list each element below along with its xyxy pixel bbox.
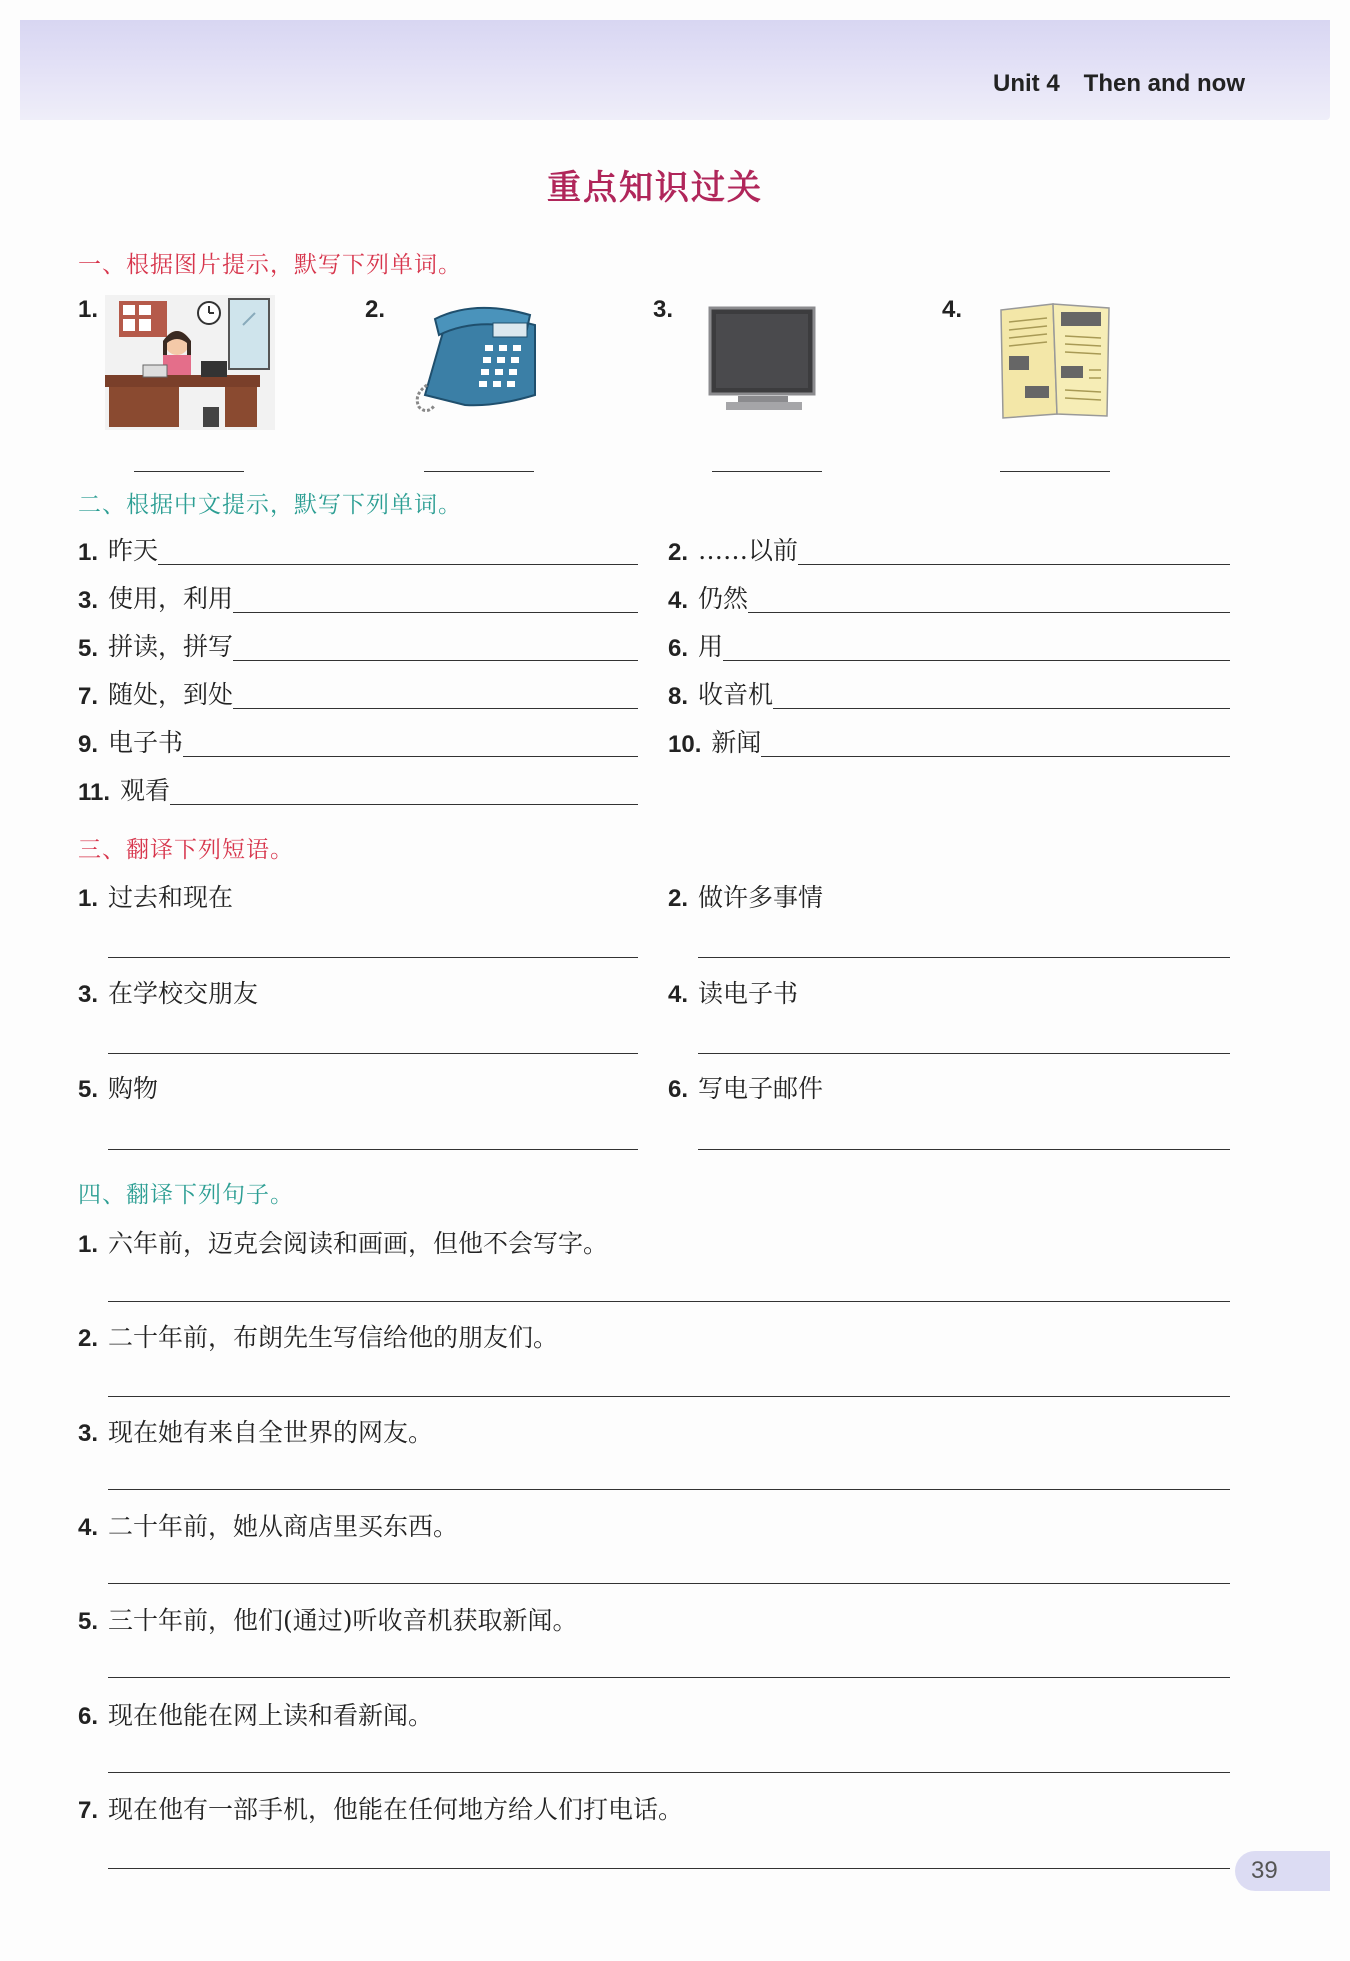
answer-blank[interactable] <box>233 708 638 709</box>
sentence-prompt: 现在她有来自全世界的网友。 <box>108 1418 434 1447</box>
item-number: 7. <box>78 683 99 710</box>
answer-line[interactable] <box>108 1396 1230 1397</box>
answer-line[interactable] <box>108 1149 638 1150</box>
answer-line[interactable] <box>108 957 638 958</box>
sentence-prompt: 二十年前，她从商店里买东西。 <box>108 1512 459 1541</box>
telephone-illustration <box>405 295 550 420</box>
vocab-prompt: 使用，利用 <box>108 584 234 613</box>
vocab-prompt: ……以前 <box>698 536 799 565</box>
unit-header <box>993 70 1245 98</box>
pic-item-number: 4. <box>942 296 963 323</box>
item-number: 4. <box>78 1514 99 1541</box>
answer-line[interactable] <box>108 1489 1230 1490</box>
vocab-row <box>78 725 638 759</box>
item-number: 5. <box>78 1608 99 1635</box>
sentence-item <box>78 1507 458 1543</box>
item-number: 8. <box>668 683 689 710</box>
section3-title: 三、翻译下列短语。 <box>78 837 294 863</box>
answer-line[interactable] <box>108 1583 1230 1584</box>
answer-blank[interactable] <box>798 564 1230 565</box>
vocab-row <box>668 629 1230 663</box>
vocab-row <box>668 677 1230 711</box>
section1-title: 一、根据图片提示，默写下列单词。 <box>78 252 462 278</box>
answer-blank[interactable] <box>233 660 638 661</box>
sentence-prompt: 二十年前，布朗先生写信给他的朋友们。 <box>108 1323 559 1352</box>
sentence-item <box>78 1224 608 1260</box>
sentence-prompt: 三十年前，他们(通过)听收音机获取新闻。 <box>108 1606 578 1635</box>
item-number: 1. <box>78 539 99 566</box>
vocab-row <box>78 677 638 711</box>
sentence-item <box>78 1318 558 1354</box>
phrase-prompt: 写电子邮件 <box>698 1074 824 1103</box>
item-number: 11. <box>78 779 111 806</box>
page-number: 39 <box>1235 1851 1330 1891</box>
item-number: 1. <box>78 885 99 912</box>
item-number: 5. <box>78 1076 99 1103</box>
item-number: 3. <box>78 981 99 1008</box>
vocab-prompt: 拼读，拼写 <box>108 632 234 661</box>
vocab-row <box>78 581 638 615</box>
item-number: 10. <box>668 731 702 758</box>
section2-title: 二、根据中文提示，默写下列单词。 <box>78 492 462 518</box>
item-number: 9. <box>78 731 99 758</box>
newspaper-illustration <box>995 300 1115 422</box>
item-number: 6. <box>668 1076 689 1103</box>
item-number: 6. <box>668 635 689 662</box>
tv-monitor-illustration <box>708 300 818 415</box>
sentence-prompt: 现在他有一部手机，他能在任何地方给人们打电话。 <box>108 1795 684 1824</box>
item-number: 6. <box>78 1703 99 1730</box>
phrase-prompt: 做许多事情 <box>698 883 824 912</box>
answer-blank[interactable] <box>183 756 638 757</box>
item-number: 4. <box>668 981 689 1008</box>
answer-blank[interactable] <box>748 612 1230 613</box>
answer-blank[interactable] <box>170 804 638 805</box>
answer-blank[interactable] <box>134 471 244 472</box>
answer-blank[interactable] <box>712 471 822 472</box>
office-desk-illustration <box>105 295 275 430</box>
answer-line[interactable] <box>108 1301 1230 1302</box>
item-number: 7. <box>78 1797 99 1824</box>
phrase-item <box>78 878 233 914</box>
vocab-prompt: 用 <box>698 632 724 661</box>
vocab-row <box>668 533 1230 567</box>
phrase-prompt: 在学校交朋友 <box>108 979 259 1008</box>
pic-item-number: 3. <box>653 296 674 323</box>
vocab-row <box>78 533 638 567</box>
sentence-item <box>78 1413 433 1449</box>
answer-blank[interactable] <box>773 708 1230 709</box>
answer-blank[interactable] <box>761 756 1230 757</box>
phrase-prompt: 购物 <box>108 1074 159 1103</box>
vocab-row <box>78 773 638 807</box>
item-number: 5. <box>78 635 99 662</box>
vocab-row <box>668 581 1230 615</box>
sentence-item <box>78 1696 433 1732</box>
unit-label: Unit 4 <box>993 70 1060 97</box>
sentence-item <box>78 1790 683 1826</box>
item-number: 3. <box>78 1420 99 1447</box>
vocab-prompt: 随处，到处 <box>108 680 234 709</box>
vocab-prompt: 昨天 <box>108 536 159 565</box>
phrase-prompt: 读电子书 <box>698 979 799 1008</box>
sentence-item <box>78 1601 578 1637</box>
answer-blank[interactable] <box>1000 471 1110 472</box>
phrase-item <box>78 1069 158 1105</box>
item-number: 1. <box>78 1231 99 1258</box>
vocab-row <box>78 629 638 663</box>
answer-blank[interactable] <box>424 471 534 472</box>
answer-line[interactable] <box>108 1868 1230 1869</box>
answer-line[interactable] <box>698 957 1230 958</box>
answer-line[interactable] <box>108 1772 1230 1773</box>
answer-line[interactable] <box>108 1677 1230 1678</box>
phrase-item <box>78 974 258 1010</box>
unit-title: Then and now <box>1083 70 1245 97</box>
vocab-prompt: 新闻 <box>711 728 762 757</box>
answer-line[interactable] <box>108 1053 638 1054</box>
pic-item-number: 1. <box>78 296 99 323</box>
vocab-prompt: 电子书 <box>108 728 184 757</box>
answer-line[interactable] <box>698 1149 1230 1150</box>
item-number: 2. <box>668 885 689 912</box>
page-title: 重点知识过关 <box>547 168 763 208</box>
item-number: 3. <box>78 587 99 614</box>
phrase-prompt: 过去和现在 <box>108 883 234 912</box>
vocab-prompt: 收音机 <box>698 680 774 709</box>
sentence-prompt: 现在他能在网上读和看新闻。 <box>108 1701 434 1730</box>
section4-title: 四、翻译下列句子。 <box>78 1182 294 1208</box>
item-number: 2. <box>78 1325 99 1352</box>
answer-blank[interactable] <box>158 564 638 565</box>
phrase-item <box>668 974 798 1010</box>
vocab-prompt: 仍然 <box>698 584 749 613</box>
vocab-row <box>668 725 1230 759</box>
vocab-prompt: 观看 <box>120 776 171 805</box>
answer-line[interactable] <box>698 1053 1230 1054</box>
item-number: 2. <box>668 539 689 566</box>
sentence-prompt: 六年前，迈克会阅读和画画，但他不会写字。 <box>108 1229 609 1258</box>
phrase-item <box>668 878 823 914</box>
pic-item-number: 2. <box>365 296 386 323</box>
answer-blank[interactable] <box>233 612 638 613</box>
phrase-item <box>668 1069 823 1105</box>
answer-blank[interactable] <box>723 660 1230 661</box>
item-number: 4. <box>668 587 689 614</box>
